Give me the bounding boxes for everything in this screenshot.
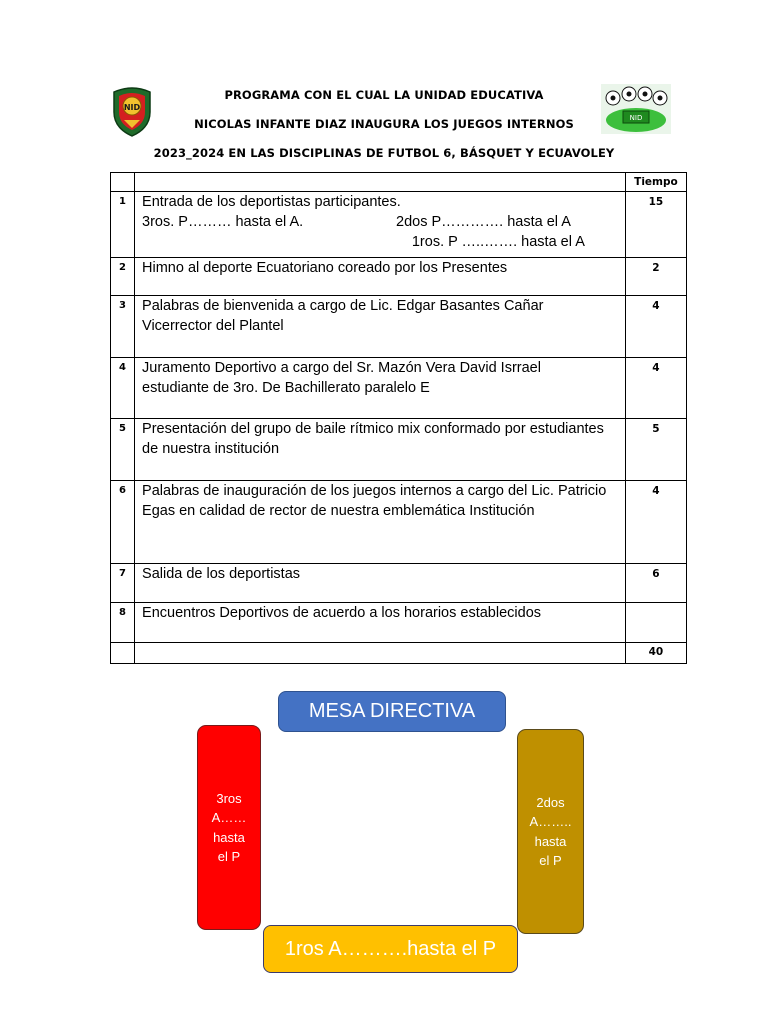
row-description xyxy=(135,481,626,564)
header-desc-cell xyxy=(135,173,626,192)
left-block-line: hasta xyxy=(213,829,245,845)
entry-order-row xyxy=(142,212,619,232)
row-time: 5 xyxy=(625,419,686,481)
row-time: 4 xyxy=(625,481,686,564)
left-block-line: A…… xyxy=(211,810,247,825)
soccer-balls-logo xyxy=(601,84,671,134)
header-num-cell xyxy=(111,173,135,192)
row-number: 8 xyxy=(111,603,135,643)
row-text-line: Egas en calidad de rector de nuestra emblemática Institución xyxy=(142,503,535,519)
table-row xyxy=(111,603,687,643)
heading-line-3: 2023_2024 EN LAS DISCIPLINAS DE FUTBOL 6, BÁSQUET Y ECUAVOLEY xyxy=(153,146,615,160)
row-description xyxy=(135,258,626,296)
table-row xyxy=(111,358,687,419)
row-description xyxy=(135,603,626,643)
table-row xyxy=(111,481,687,564)
row-text-line: Himno al deporte Ecuatoriano coreado por los Presentes xyxy=(142,260,508,276)
row-text-line: Salida de los deportistas xyxy=(142,566,301,582)
right-block-line: hasta xyxy=(534,833,567,849)
entry-2dos: 2dos P…………. hasta el A xyxy=(396,214,571,230)
right-block-line: A…….. xyxy=(529,814,572,829)
row-time: 2 xyxy=(625,258,686,296)
bottom-seating-block: 1ros A……….hasta el P xyxy=(263,925,518,973)
table-row xyxy=(111,192,687,258)
row-description xyxy=(135,296,626,358)
row-time xyxy=(625,603,686,643)
svg-text:NID: NID xyxy=(629,114,643,122)
program-table xyxy=(110,172,687,664)
row-text-line: Palabras de bienvenida a cargo de Lic. Edgar Basantes Cañar xyxy=(142,298,544,314)
total-time: 40 xyxy=(625,643,686,664)
row-text-line: Encuentros Deportivos de acuerdo a los horarios establecidos xyxy=(142,605,542,621)
row-number: 4 xyxy=(111,358,135,419)
row-text-line: estudiante de 3ro. De Bachillerato paralelo E xyxy=(142,380,430,396)
row-number: 1 xyxy=(111,192,135,258)
heading-line-2: NICOLAS INFANTE DIAZ INAUGURA LOS JUEGOS INTERNOS xyxy=(194,117,574,131)
heading-line-1: PROGRAMA CON EL CUAL LA UNIDAD EDUCATIVA xyxy=(224,88,544,102)
row-time: 4 xyxy=(625,296,686,358)
row-number: 5 xyxy=(111,419,135,481)
row-time: 6 xyxy=(625,564,686,603)
entry-3ros: 3ros. P……… hasta el A. xyxy=(142,214,304,230)
left-block-line: 3ros xyxy=(216,790,242,806)
row-number: 2 xyxy=(111,258,135,296)
table-row xyxy=(111,419,687,481)
row-time: 4 xyxy=(625,358,686,419)
total-empty-cell xyxy=(135,643,626,664)
row-description xyxy=(135,358,626,419)
table-total-row xyxy=(111,643,687,664)
right-block-line: el P xyxy=(539,853,562,868)
entry-1ros: 1ros. P …..……. hasta el A xyxy=(411,234,585,250)
time-column-header: Tiempo xyxy=(625,173,686,192)
row-time: 15 xyxy=(625,192,686,258)
row-text-line: de nuestra institución xyxy=(142,441,280,457)
row-text-line: Vicerrector del Plantel xyxy=(142,318,284,334)
right-block-line: 2dos xyxy=(536,794,565,810)
row-description xyxy=(135,564,626,603)
row-text-line: Presentación del grupo de baile rítmico mix conformado por estudiantes xyxy=(142,421,604,437)
row-text-line: Entrada de los deportistas participantes. xyxy=(142,194,401,210)
table-row xyxy=(111,258,687,296)
row-number: 6 xyxy=(111,481,135,564)
row-text-line: Palabras de inauguración de los juegos internos a cargo del Lic. Patricio xyxy=(142,483,607,499)
right-seating-block xyxy=(517,729,584,934)
table-row xyxy=(111,564,687,603)
total-empty-cell xyxy=(111,643,135,664)
table-header-row xyxy=(111,173,687,192)
left-seating-block xyxy=(197,725,261,930)
row-description xyxy=(135,192,626,258)
row-number: 3 xyxy=(111,296,135,358)
mesa-directiva-block: MESA DIRECTIVA xyxy=(278,691,506,732)
left-block-line: el P xyxy=(217,849,241,864)
row-text-line: Juramento Deportivo a cargo del Sr. Mazón Vera David Isrrael xyxy=(142,360,541,376)
svg-text:NID: NID xyxy=(123,103,141,112)
table-row xyxy=(111,296,687,358)
row-description xyxy=(135,419,626,481)
row-number: 7 xyxy=(111,564,135,603)
